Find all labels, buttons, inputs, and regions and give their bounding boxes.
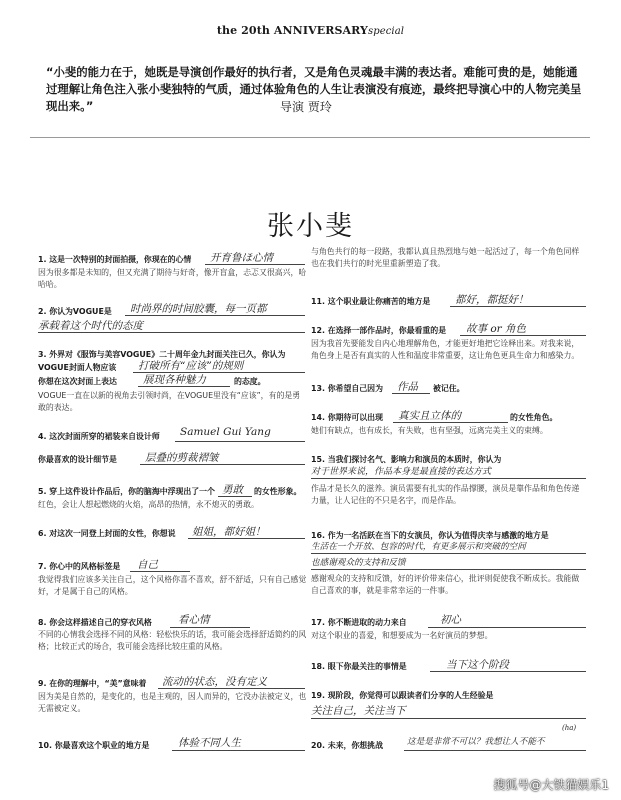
question-17: 17. 你不断进取的动力来自 xyxy=(311,618,407,627)
question-4: 4. 这次封面所穿的裙装来自设计师 xyxy=(38,432,160,441)
answer-17: 初心 xyxy=(440,614,461,626)
answer-18: 当下这个阶段 xyxy=(446,659,509,671)
explanation-1: 因为很多都是未知的，但又充满了期待与好奇，像开盲盒，忐忑又很高兴，哈哈哈。 xyxy=(38,268,307,289)
answer-12: 故事 or 角色 xyxy=(466,323,527,335)
answer-line xyxy=(188,538,305,539)
answer-line xyxy=(158,688,305,689)
question-7: 7. 你心中的风格标签是 xyxy=(38,562,121,571)
explanation-8: 不同的心情我会选择不同的风格：轻松快乐的话，我可能会选择舒适简约的风格；比较正式的场合，我可能会选择比较庄重的风格。 xyxy=(38,630,307,651)
divider xyxy=(30,137,590,138)
answer-11: 都好，都挺好！ xyxy=(455,294,529,306)
question-2: 2. 你认为VOGUE是 xyxy=(38,307,112,316)
question-1: 1. 这是一次特别的封面拍摄，你现在的心情 xyxy=(38,255,192,264)
answer-line xyxy=(430,671,586,672)
magazine-header xyxy=(0,24,621,37)
explanation-17: 对这个职业的喜爱，和想要成为一名好演员的梦想。 xyxy=(311,631,493,640)
question-4-b: 你最喜欢的设计细节是 xyxy=(38,455,117,464)
quote-author: 导演 贾玲 xyxy=(280,100,332,114)
page-title: 张小斐 xyxy=(267,211,354,242)
explanation-7: 我觉得我们应该多关注自己，这个风格你喜不喜欢，舒不舒适，只有自己感觉好，才是属于自己的风格。 xyxy=(38,575,307,596)
answer-14: 真实且立体的 xyxy=(398,410,461,422)
question-20: 20. 未来，你想挑战 xyxy=(311,741,383,750)
answer-line xyxy=(170,627,250,628)
question-12: 12. 在选择一部作品时，你最看重的是 xyxy=(311,326,447,335)
answer-3-c: 展现各种魅力 xyxy=(143,374,206,386)
answer-line xyxy=(393,422,508,423)
answer-line xyxy=(130,571,190,572)
explanation-16: 感谢观众的支持和反馈，好的评价带来信心，批评则促使我不断成长。我能做自己喜欢的事，就是非常幸运的一件事。 xyxy=(311,574,580,595)
question-14-b: 的女性角色。 xyxy=(510,413,558,422)
answer-line xyxy=(404,750,586,751)
answer-15: 对于世界来说，作品本身是最直接的表达方式 xyxy=(311,467,492,477)
question-3: 3. 外界对《服饰与美容VOGUE》二十周年金九封面关注已久，你认为 xyxy=(38,350,286,359)
answer-line xyxy=(138,386,230,387)
question-3-c: 你想在这次封面上表达 xyxy=(38,377,117,386)
answer-line xyxy=(311,569,586,570)
explanation-10: 与角色共行的每一段路，我都认真且热烈地与她一起活过了，每一个角色同样也在我们共行的时光里重新塑造了我。 xyxy=(311,247,580,268)
answer-line xyxy=(125,315,305,316)
answer-6: 姐姐，都好姐！ xyxy=(192,526,266,538)
question-6: 6. 对这次一同登上封面的女性，你想说 xyxy=(38,529,176,538)
question-13: 13. 你希望自己因为 xyxy=(311,384,383,393)
director-quote: “小斐的能力在于，她既是导演创作最好的执行者，又是角色灵魂最丰满的表达者。难能可贵的是，她能通过理解让角色注入张小斐独特的气质，通过体验角色的人生让表演没有痕迹，最终把导演心中的人物完美呈现出来。” xyxy=(46,65,582,113)
answer-line xyxy=(311,553,586,554)
question-5: 5. 穿上这件设计作品后，你的脑海中浮现出了一个 xyxy=(38,487,215,496)
question-9: 9. 在你的理解中，“美”意味着 xyxy=(38,679,147,688)
answer-line xyxy=(218,496,252,497)
answer-19: 关注自己，关注当下 xyxy=(311,705,406,717)
answer-1: 开育鲁ほ心情 xyxy=(210,252,273,264)
answer-line xyxy=(428,627,586,628)
question-15: 15. 当我们探讨名气、影响力和演员的本质时，你认为 xyxy=(311,455,502,464)
answer-9: 流动的状态，没有定义 xyxy=(162,676,267,688)
answer-line xyxy=(38,332,305,333)
explanation-15: 作品才是长久的滋养。演员需要有扎实的作品撑腰，演员是靠作品和角色传递力量，让人记住的不只是名字，而是作品。 xyxy=(311,484,580,505)
answer-line xyxy=(311,718,586,719)
answer-4: Samuel Gui Yang xyxy=(180,426,271,438)
question-14: 14. 你期待可以出现 xyxy=(311,413,383,422)
question-5-b: 的女性形象。 xyxy=(254,487,302,496)
answer-20: 这是是非常不可以？我想让人不能不 xyxy=(407,737,545,747)
watermark-text: 搜狐号@大铁猫娱乐1 xyxy=(493,778,609,792)
question-3-d: 的态度。 xyxy=(234,377,266,386)
answer-13: 作品 xyxy=(397,381,418,393)
question-13-b: 被记住。 xyxy=(433,384,465,393)
answer-line xyxy=(175,441,305,442)
explanation-5: 红色，会让人想起燃烧的火焰，高昂的热情，永不熄灭的勇敢。 xyxy=(38,500,259,509)
answer-line xyxy=(140,464,305,465)
explanation-12: 因为我首先要能发自内心地理解角色，才能更好地把它诠释出来。对我来说，角色身上是否有真实的人性和温度非常重要，这让角色更具生命力和感染力。 xyxy=(311,339,580,360)
answer-20-note: (ha) xyxy=(562,724,577,732)
question-8: 8. 你会这样描述自己的穿衣风格 xyxy=(38,618,152,627)
answer-line xyxy=(450,306,586,307)
answer-16: 生活在一个开放、包容的时代，有更多展示和突破的空间 xyxy=(311,542,526,552)
question-19: 19. 现阶段，你觉得可以跟读者们分享的人生经验是 xyxy=(311,691,494,700)
explanation-3: VOGUE一直在以新的视角去引领时尚，在VOGUE里没有“应该”，有的是勇敢的表达。 xyxy=(38,391,301,412)
answer-16-b: 也感谢观众的支持和反馈 xyxy=(311,558,406,568)
answer-4-b: 层叠的剪裁褶皱 xyxy=(145,452,219,464)
explanation-14: 她们有缺点，也有成长，有失败，也有坚强，远离完美主义的束缚。 xyxy=(311,426,548,435)
question-10: 10. 你最喜欢这个职业的地方是 xyxy=(38,741,150,750)
answer-8: 看心情 xyxy=(178,614,210,626)
answer-line xyxy=(460,335,586,336)
header-title: the 20th ANNIVERSARY xyxy=(216,24,368,37)
answer-line xyxy=(392,393,430,394)
header-suffix: special xyxy=(367,26,405,37)
answer-5: 勇敢 xyxy=(222,484,243,496)
answer-10: 体验不同人生 xyxy=(178,737,241,749)
answer-2-line1: 时尚界的时间胶囊，每一页都 xyxy=(130,303,267,315)
question-3-b: VOGUE封面人物应该 xyxy=(38,363,117,372)
question-16: 16. 作为一名活跃在当下的女演员，你认为值得庆幸与感激的地方是 xyxy=(311,531,549,540)
explanation-9: 因为美是自然的，是变化的，也是主观的，因人而异的，它没办法被定义，也无需被定义。 xyxy=(38,692,307,713)
answer-line xyxy=(205,264,305,265)
question-18: 18. 眼下你最关注的事情是 xyxy=(311,662,407,671)
answer-line xyxy=(311,478,586,479)
answer-2-line2: 承载着这个时代的态度 xyxy=(38,320,143,332)
answer-3: 打破所有“应该”的规则 xyxy=(138,360,244,372)
answer-7: 自己 xyxy=(137,559,158,571)
question-11: 11. 这个职业最让你痛苦的地方是 xyxy=(311,297,431,306)
answer-line xyxy=(172,750,305,751)
